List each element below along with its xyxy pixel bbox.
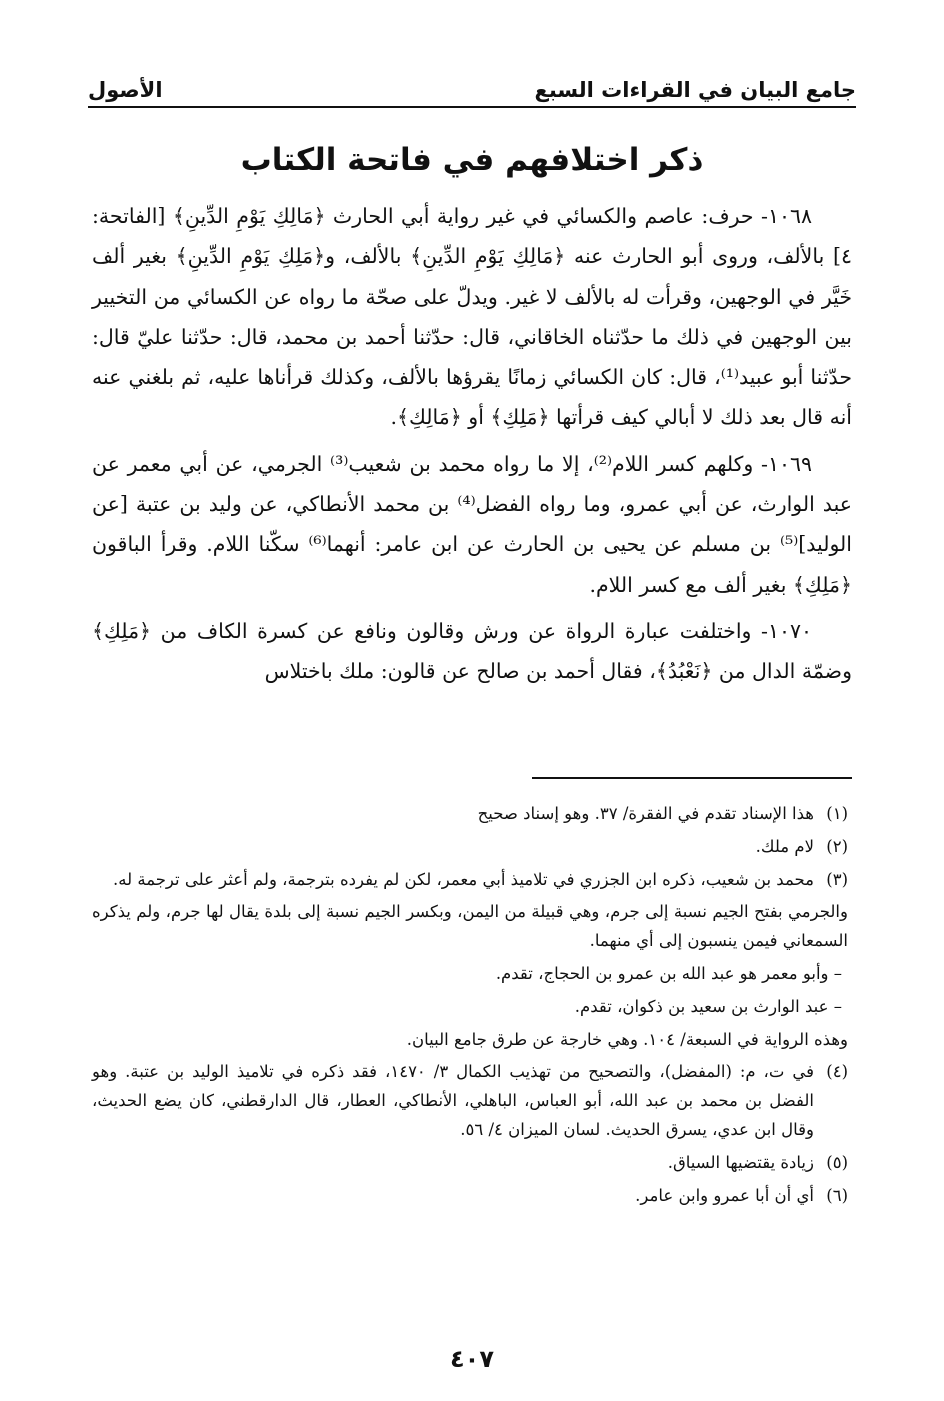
chapter-title: ذكر اختلافهم في فاتحة الكتاب [240,142,704,178]
paragraph-1070: ١٠٧٠- واختلفت عبارة الرواة عن ورش وقالون ونافع عن كسرة الكاف من ﴿مَلِكِ﴾ وضمّة الدال من ﴿نَعْبُدُ﴾، فقال أحمد بن صالح عن قالون: ملك باختلاس [92,618,852,684]
footnote-number: (٥) [826,1152,848,1172]
footnote-text: محمد بن شعيب، ذكره ابن الجزري في تلاميذ أبي معمر، لكن لم يفرده بترجمة، ولم أعثر على ترجمة له. [112,869,814,889]
paragraph-1069: ١٠٦٩- وكلهم كسر اللام⁽²⁾، إلا ما رواه محمد بن شعيب⁽³⁾ الجرمي، عن أبي معمر عن عبد الوارث، عن أبي عمرو، وما رواه الفضل⁽⁴⁾ بن محمد الأنطاكي، عن وليد بن عتبة [عن الوليد]⁽⁵⁾ بن مسلم عن يحيى بن الحارث عن ابن عامر: أنهما⁽⁶⁾ سكّنا اللام. وقرأ الباقون ﴿مَلِكِ﴾ بغير ألف مع كسر اللام. [92,451,852,597]
footnote-4 [92,1058,848,1144]
footnote-number: (٤) [826,1062,848,1082]
section-title: الأصول [88,78,163,102]
main-text [92,196,852,698]
footnote-text: في ت، م: (المفضل)، والتصحيح من تهذيب الكمال ٣/ ١٤٧٠، فقد ذكره في تلاميذ الوليد بن عتبة. وهو الفضل بن محمد بن عبد الله، أبو العباس، الباهلي، الأنطاكي، العطار، قال الدارقطني، كان يضع الحديث، وقال ابن عدي، يسرق الحديث. لسان الميزان ٤/ ٥٦. [92,1062,815,1139]
footnote-separator [532,777,852,779]
footnote-3-end: وهذه الرواية في السبعة/ ١٠٤. وهي خارجة عن طرق جامع البيان. [406,1029,848,1049]
footnote-number: (٦) [826,1185,848,1205]
footnote-number: (١) [826,804,848,823]
footnote-3-dash-item: – وأبو معمر هو عبد الله بن عمرو بن الحجاج، تقدم. [495,963,842,983]
book-title: جامع البيان في القراءات السبع [534,78,856,102]
footnote-3 [92,866,848,895]
footnote-5 [92,1149,848,1178]
footnote-text: أي أن أبا عمرو وابن عامر. [635,1185,814,1205]
footnote-text: زيادة يقتضيها السياق. [667,1152,814,1172]
footnote-6 [92,1182,848,1211]
footnote-number: (٢) [826,836,848,856]
footnote-text: لام ملك. [755,836,814,856]
footnote-3-continuation: والجرمي بفتح الجيم نسبة إلى جرم، وهي قبيلة من اليمن، وبكسر الجيم نسبة إلى بلدة يقال لها جرم، ولم يذكره السمعاني فيمن ينسبون إلى أي منهما. [92,902,848,951]
footnote-text: هذا الإسناد تقدم في الفقرة/ ٣٧. وهو إسناد صحيح [477,804,814,823]
footnote-3-dash-item: – عبد الوارث بن سعيد بن ذكوان، تقدم. [574,996,842,1016]
footnote-2 [92,833,848,862]
footnote-number: (٣) [826,869,848,889]
paragraph-1068: ١٠٦٨- حرف: عاصم والكسائي في غير رواية أبي الحارث ﴿مَالِكِ يَوْمِ الدِّينِ﴾ [الفاتحة: ٤] بالألف، وروى أبو الحارث عنه ﴿مَالِكِ يَوْمِ الدِّينِ﴾ بالألف، و﴿مَلِكِ يَوْمِ الدِّينِ﴾ بغير ألف خَيَّر في الوجهين، وقرأت له بالألف لا غير. ويدلّ على صحّة ما رواه عن الكسائي من التخيير بين الوجهين في ذلك ما حدّثناه الخاقاني، قال: حدّثنا أحمد بن محمد، قال: حدّثنا عليّ قال: حدّثنا أبو عبيد⁽¹⁾، قال: كان الكسائي زمانًا يقرؤها بالألف، وكذلك قرأناها عليه، ثم بلغني عنه أنه قال بعد ذلك لا أبالي كيف قرأتها ﴿مَلِكِ﴾ أو ﴿مَالِكِ﴾. [92,204,852,430]
footnote-1 [92,800,848,829]
running-header [88,72,856,108]
page-number: ٤٠٧ [450,1345,494,1373]
footnotes [92,800,848,1214]
